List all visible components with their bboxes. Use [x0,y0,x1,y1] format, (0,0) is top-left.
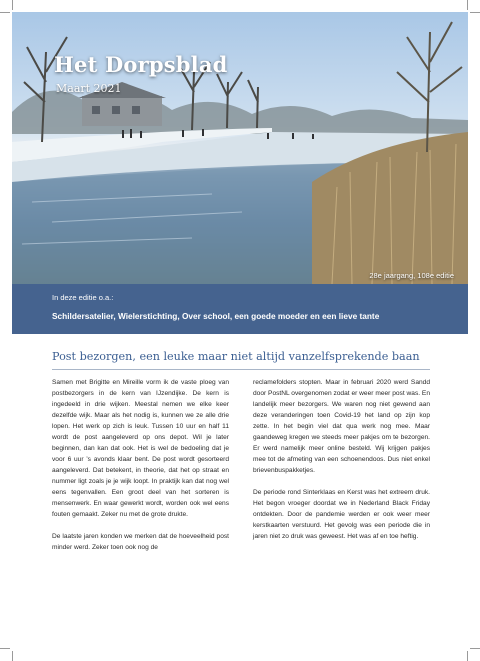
article-paragraph: Samen met Brigitte en Mireille vorm ik de vaste ploeg van postbezorgers in de kern van IJzendijke. De kern is ingedeeld in drie wijken. Meestal nemen we elke keer dezelfde wijk. Maar als het nodig is, kunnen we ze alle drie lopen. Het werk op zich is leuk. Tussen 10 uur en half 11 wordt de post aangeleverd op ons depot. Wil je later beginnen, dan kan dat ook. Het is wel de bedoeling dat je voor 6 uur ’s avonds klaar bent. De post wordt gesorteerd aangeleverd. Dat betekent, in theorie, dat het op straat en nummer ligt zoals je je wijk loopt. In praktijk kan dat nog wel eens tegenvallen. Een groot deel van het sorteren is mensenwerk. En waar gewerkt wordt, worden ook wel eens fouten gemaakt. Zeker nu met de grote drukte. [52,379,229,518]
crop-mark [0,648,10,649]
article-paragraph: reclamefolders stopten. Maar in februari 2020 werd Sandd door PostNL overgenomen zodat er weer meer post was. En landelijk meer bezorgers. We waren nog niet gewend aan deze veranderingen toen Covid-19 het land op zijn kop zette. In het begin viel dat qua werk nog mee. Maar gaandeweg kregen we steeds meer pakjes om te bezorgen. Er werd namelijk meer online besteld. Wij krijgen pakjes mee tot de afmeting van een schoenendoos. Dus niet enkel brievenbuspakketjes. [253,379,430,474]
article-column-right [253,377,430,553]
article-headline: Post bezorgen, een leuke maar niet altijd vanzelfsprekende baan [52,350,420,363]
crop-mark [470,12,480,13]
article-paragraph: De periode rond Sinterklaas en Kerst was het extreem druk. Het begon vroeger doordat we in Nederland Black Friday ontdekten. Door de pandemie werden er ook weer meer kerstkaarten verstuurd. Het gevolg was een periode die in jaren niet zo druk was geweest. Het was af en toe heftig. [253,489,430,540]
cover-photo [12,12,468,284]
contents-heading: In deze editie o.a.: [52,293,114,302]
headline-divider [52,369,430,370]
crop-mark [12,0,13,10]
edition-label: 28e jaargang, 108e editie [369,271,454,280]
contents-band [12,284,468,334]
crop-mark [12,651,13,661]
issue-date: Maart 2021 [56,82,122,95]
crop-mark [467,0,468,10]
crop-mark [0,12,10,13]
crop-mark [467,651,468,661]
masthead-title: Het Dorpsblad [54,52,228,77]
article-column-left [52,377,229,564]
article-paragraph: De laatste jaren konden we merken dat de hoeveelheid post minder werd. Zeker toen ook nog de [52,533,229,551]
contents-topics: Schildersatelier, Wielerstichting, Over school, een goede moeder en een lieve tante [52,311,380,321]
crop-mark [470,648,480,649]
